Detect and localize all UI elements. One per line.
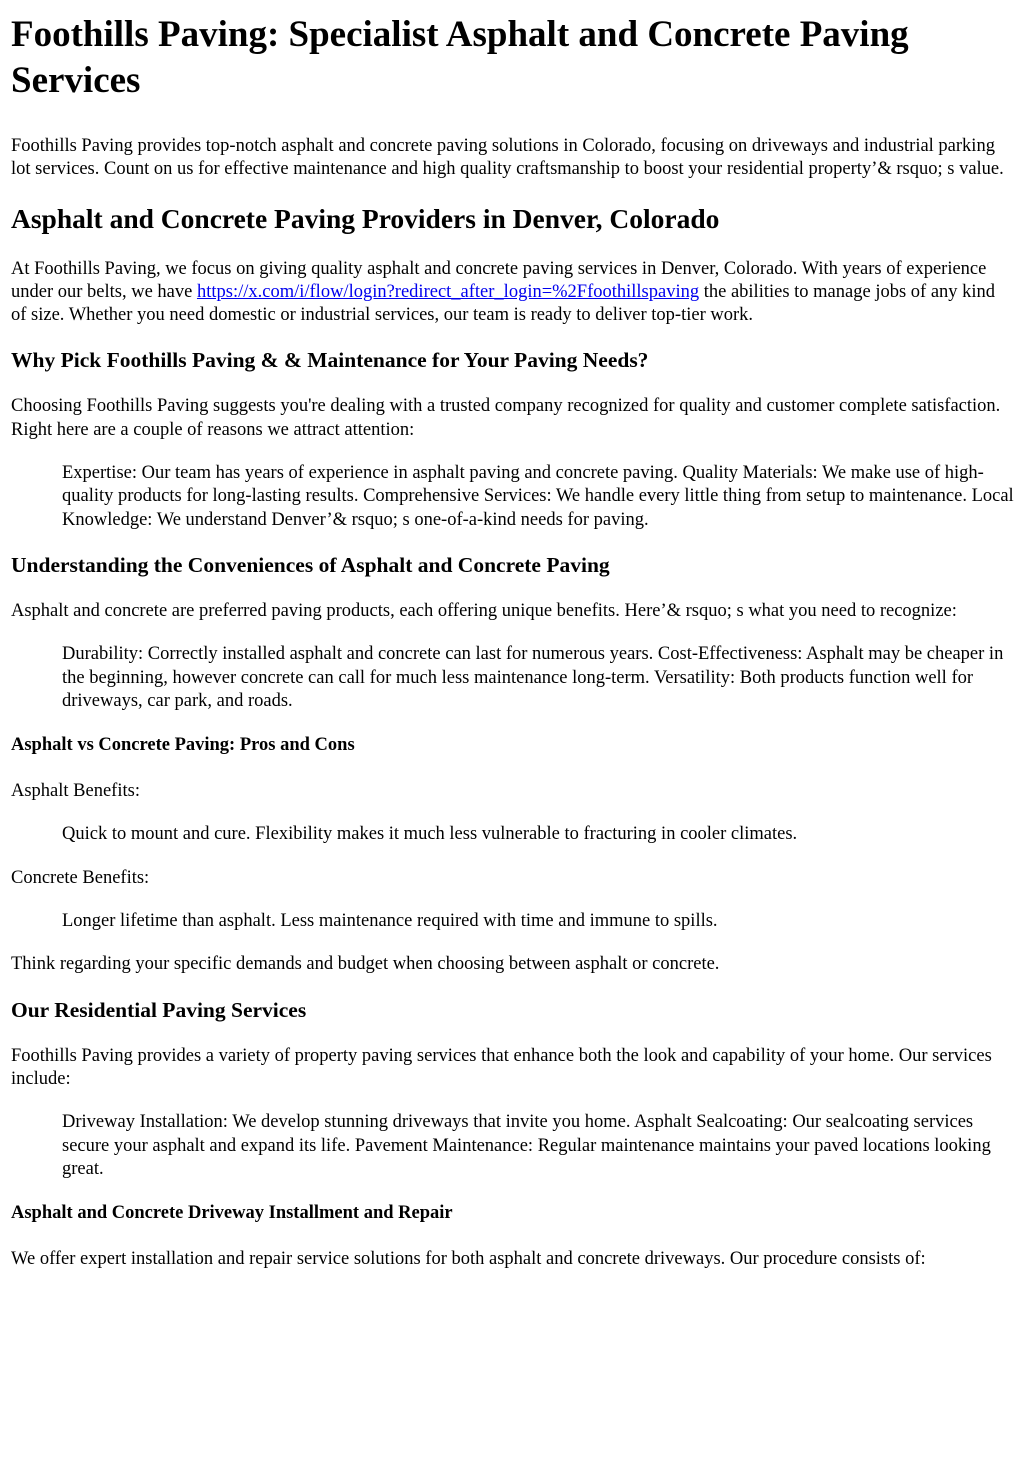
section-heading-pros-cons: Asphalt vs Concrete Paving: Pros and Cons [11, 735, 355, 756]
denver-text-before-link: At Foothills Paving, we focus on giving quality asphalt and concrete paving services in Denver, Colorado. With years of experience under our belts, we have [11, 258, 987, 302]
article [0, 12, 1024, 1271]
section-heading-driveway: Asphalt and Concrete Driveway Installment and Repair [11, 1203, 453, 1224]
denver-paragraph [11, 258, 1014, 328]
page-title: Foothills Paving: Specialist Asphalt and Concrete Paving Services [11, 14, 909, 101]
why-pick-reasons-quote: Expertise: Our team has years of experience in asphalt paving and concrete paving. Quality Materials: We make use of high-quality products for long-lasting results. Comprehensive Services: We handle every little thing from setup to maintenance. Local Knowledge: We understand Denver’& rsquo; s one-of-a-kind needs for paving. [62, 463, 1014, 530]
conveniences-quote: Durability: Correctly installed asphalt and concrete can last for numerous years. Cost-Effectiveness: Asphalt may be cheaper in the beginning, however concrete can call for much less maintenance long-term. Versatility: Both products function well for driveways, car park, and roads. [62, 644, 1004, 711]
asphalt-benefits-label: Asphalt Benefits: [11, 781, 140, 802]
why-pick-paragraph: Choosing Foothills Paving suggests you're dealing with a trusted company recognized for quality and customer complete satisfaction. Right here are a couple of reasons we attract attention: [11, 396, 1001, 440]
section-heading-residential: Our Residential Paving Services [11, 997, 307, 1022]
concrete-benefits-quote: Longer lifetime than asphalt. Less maintenance required with time and immune to spills. [62, 911, 718, 932]
twitter-login-link[interactable]: https://x.com/i/flow/login?redirect_after_login=%2Ffoothillspaving [196, 281, 700, 302]
driveway-paragraph: We offer expert installation and repair service solutions for both asphalt and concrete driveways. Our procedure consists of: [11, 1249, 926, 1270]
section-heading-denver: Asphalt and Concrete Paving Providers in Denver, Colorado [11, 202, 720, 234]
section-heading-conveniences: Understanding the Conveniences of Asphalt and Concrete Paving [11, 552, 610, 577]
denver-text-after-link: the abilities to manage jobs of any kind of size. Whether you need domestic or industrial services, our team is ready to deliver top-tier work. [11, 281, 996, 326]
concrete-benefits-label: Concrete Benefits: [11, 867, 150, 888]
conveniences-paragraph: Asphalt and concrete are preferred paving products, each offering unique benefits. Here’& rsquo; s what you need to recognize: [11, 600, 957, 621]
pros-cons-closing: Think regarding your specific demands and budget when choosing between asphalt or concrete. [11, 954, 720, 975]
section-heading-why-pick: Why Pick Foothills Paving & & Maintenance for Your Paving Needs? [11, 348, 649, 373]
intro-paragraph: Foothills Paving provides top-notch asphalt and concrete paving solutions in Colorado, focusing on driveways and industrial parking lot services. Count on us for effective maintenance and high quality craftsmanship to boost your residential property’& rsquo; s value. [11, 136, 1004, 180]
asphalt-benefits-quote: Quick to mount and cure. Flexibility makes it much less vulnerable to fracturing in cooler climates. [62, 824, 798, 845]
residential-services-quote: Driveway Installation: We develop stunning driveways that invite you home. Asphalt Sealcoating: Our sealcoating services secure your asphalt and expand its life. Pavement Maintenance: Regular maintenance maintains your paved locations looking great. [62, 1112, 991, 1179]
residential-paragraph: Foothills Paving provides a variety of property paving services that enhance both the look and capability of your home. Our services include: [11, 1045, 992, 1089]
